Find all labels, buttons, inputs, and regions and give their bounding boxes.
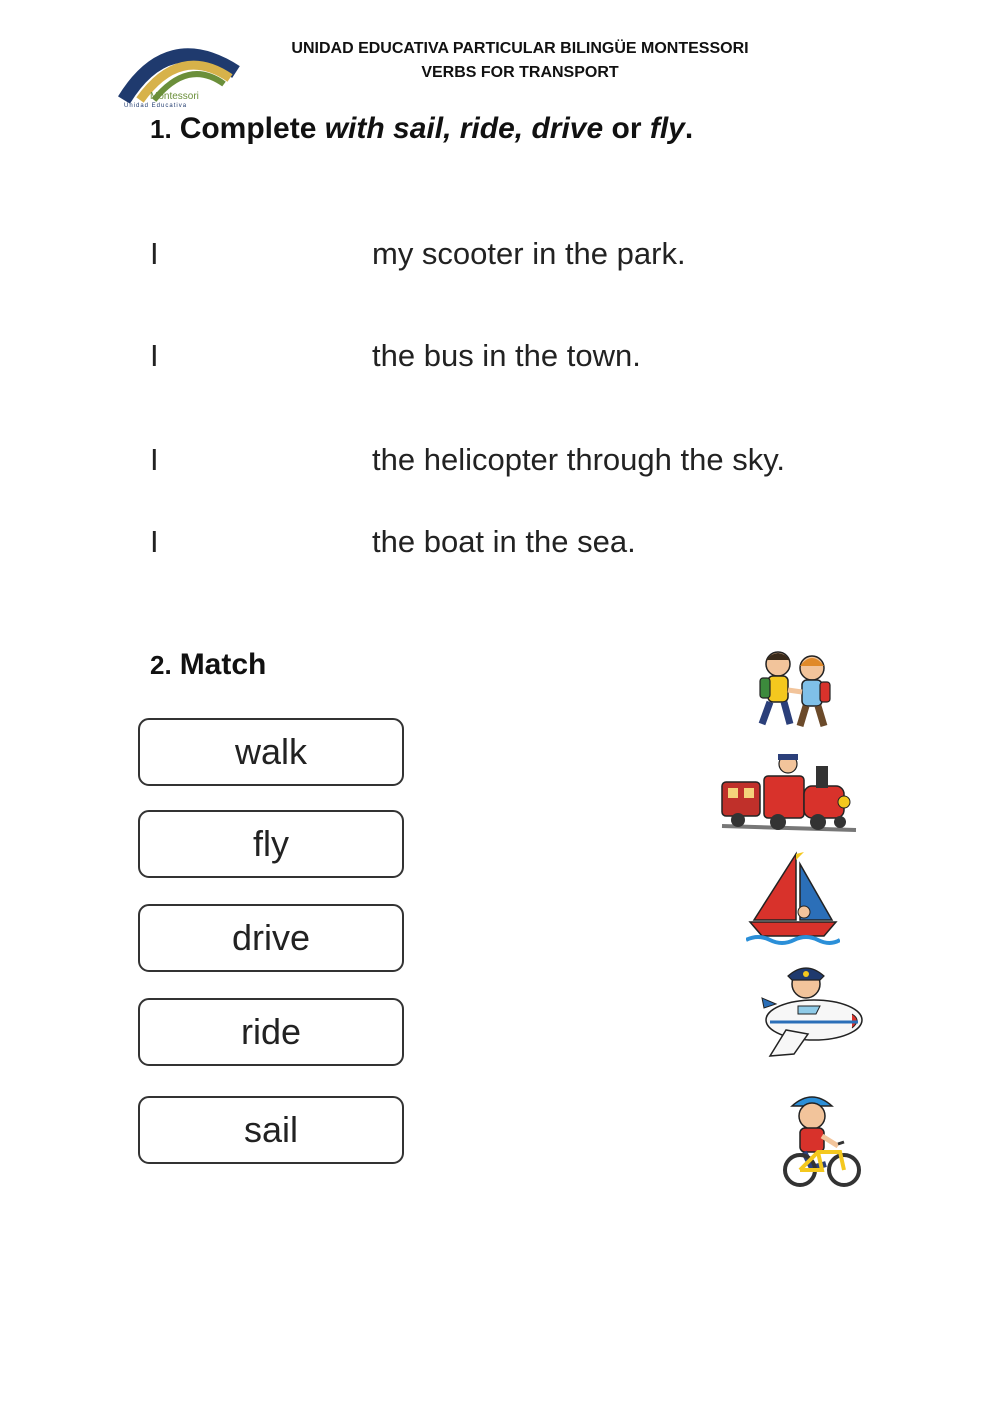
sentence-text: my scooter in the park.: [372, 236, 686, 271]
word-box-fly[interactable]: fly: [138, 810, 404, 878]
logo-name: Montessori: [150, 91, 199, 102]
logo-tagline: Unidad Educativa: [124, 103, 188, 109]
word-box-sail[interactable]: sail: [138, 1096, 404, 1164]
section1-title: 1. Complete with sail, ride, drive or fly.: [150, 112, 694, 145]
sailboat-icon[interactable]: [746, 850, 840, 951]
sentence-subject: I: [150, 442, 159, 477]
school-name: UNIDAD EDUCATIVA PARTICULAR BILINGÜE MONTESSORI: [291, 40, 749, 57]
train-icon[interactable]: [718, 752, 860, 841]
word-box-drive[interactable]: drive: [138, 904, 404, 972]
child-bicycle-icon[interactable]: [782, 1088, 862, 1197]
section2-title: 2. Match: [150, 648, 267, 681]
verb-list: with sail, ride, drive: [324, 112, 604, 145]
sentence-subject: I: [150, 524, 159, 559]
word-box-walk[interactable]: walk: [138, 718, 404, 786]
sentence-text: the helicopter through the sky.: [372, 442, 786, 477]
section1-number: 1.: [150, 114, 172, 144]
sentence-text: the bus in the town.: [372, 338, 641, 373]
sentence-text: the boat in the sea.: [372, 524, 636, 559]
word-box-ride[interactable]: ride: [138, 998, 404, 1066]
sentence-subject: I: [150, 236, 159, 271]
section2-number: 2.: [150, 650, 172, 680]
sentence-subject: I: [150, 338, 159, 373]
children-walking-icon[interactable]: [748, 646, 844, 739]
pilot-airplane-icon[interactable]: [758, 958, 864, 1067]
worksheet-subtitle: VERBS FOR TRANSPORT: [421, 64, 619, 81]
